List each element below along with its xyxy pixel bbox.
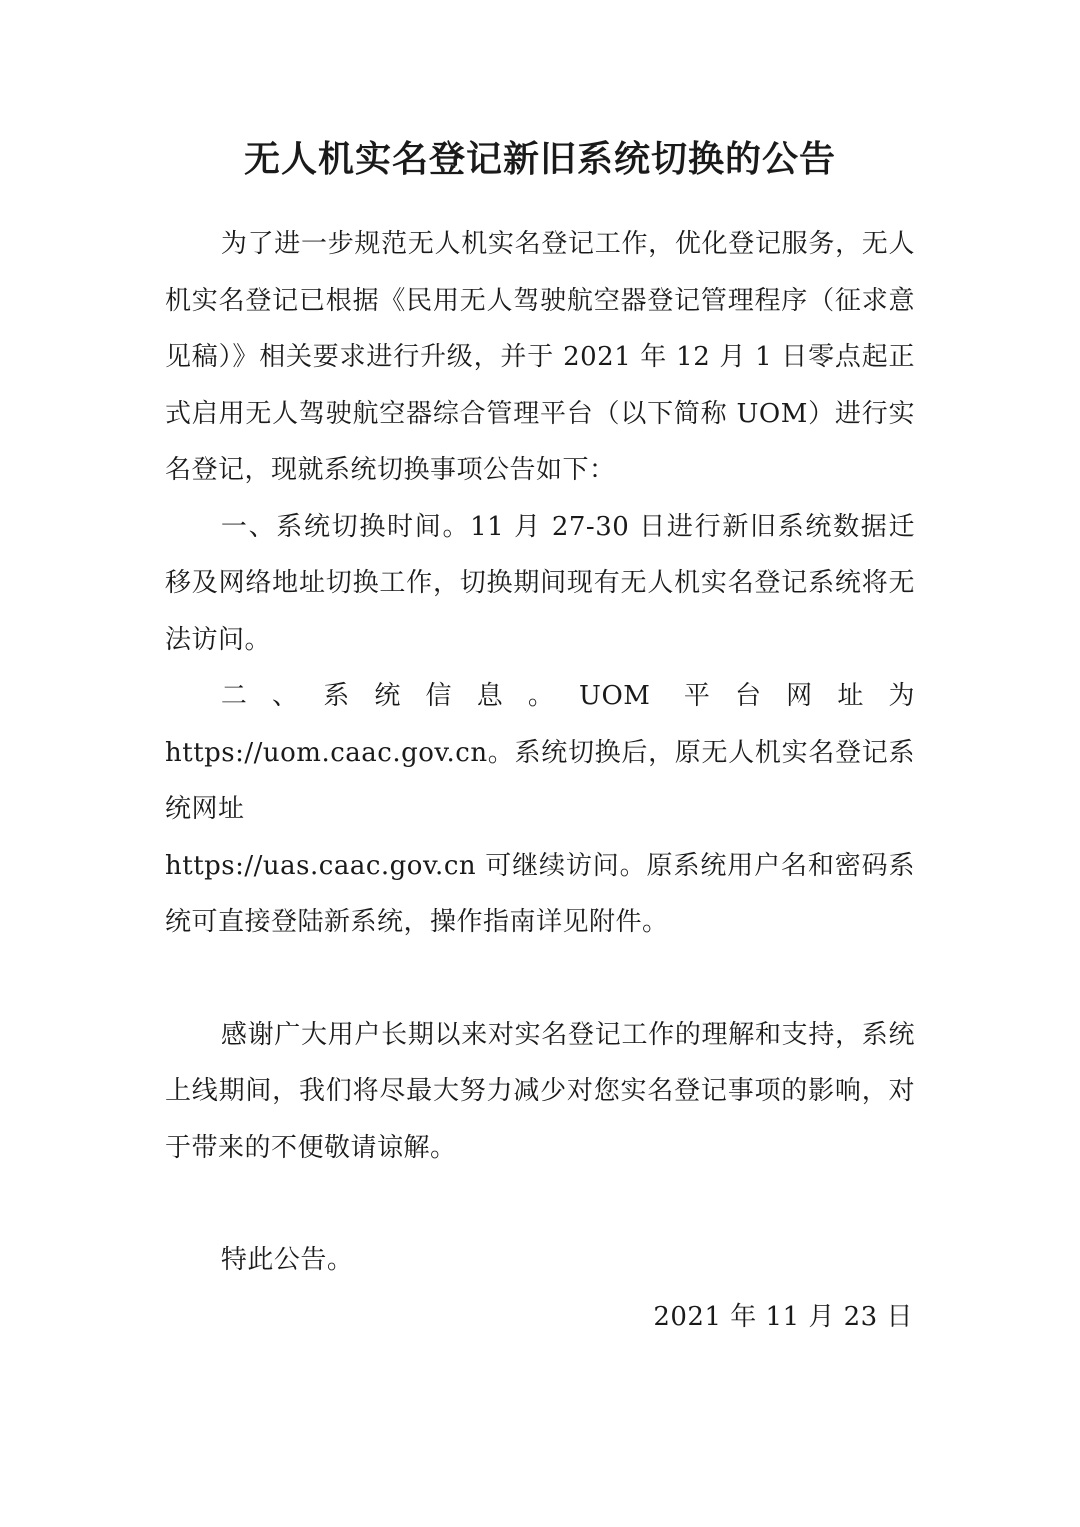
- sign-off: 特此公告。: [220, 1245, 354, 1275]
- notice-body: [165, 216, 915, 1345]
- item-two-paragraph: [165, 668, 915, 951]
- spacer: [165, 951, 915, 1007]
- thanks-paragraph: 感谢广大用户长期以来对实名登记工作的理解和支持，系统上线期间，我们将尽最大努力减少对您实名登记事项的影响，对于带来的不便敬请谅解。: [165, 1019, 915, 1163]
- intro-paragraph: 为了进一步规范无人机实名登记工作，优化登记服务，无人机实名登记已根据《民用无人驾驶航空器登记管理程序（征求意见稿）》相关要求进行升级，并于 2021 年 12 月 1 日零点起正式启用无人驾驶航空器综合管理平台（以下简称 UOM）进行实名登记，现就系统切换事项公告如下：: [165, 229, 915, 485]
- notice-date: 2021 年 11 月 23 日: [653, 1301, 913, 1332]
- item-one-paragraph: 一、系统切换时间。11 月 27-30 日进行新旧系统数据迁移及网络地址切换工作，切换期间现有无人机实名登记系统将无法访问。: [165, 511, 915, 655]
- spacer: [165, 1176, 915, 1232]
- item-two-text-part2: https://uas.caac.gov.cn 可继续访问。原系统用户名和密码系统可直接登陆新系统，操作指南详见附件。: [165, 850, 915, 937]
- notice-title: 无人机实名登记新旧系统切换的公告: [243, 139, 836, 180]
- item-two-text-part1: 二、系统信息。UOM 平台网址为 https://uom.caac.gov.cn。系统切换后，原无人机实名登记系统网址: [165, 681, 915, 824]
